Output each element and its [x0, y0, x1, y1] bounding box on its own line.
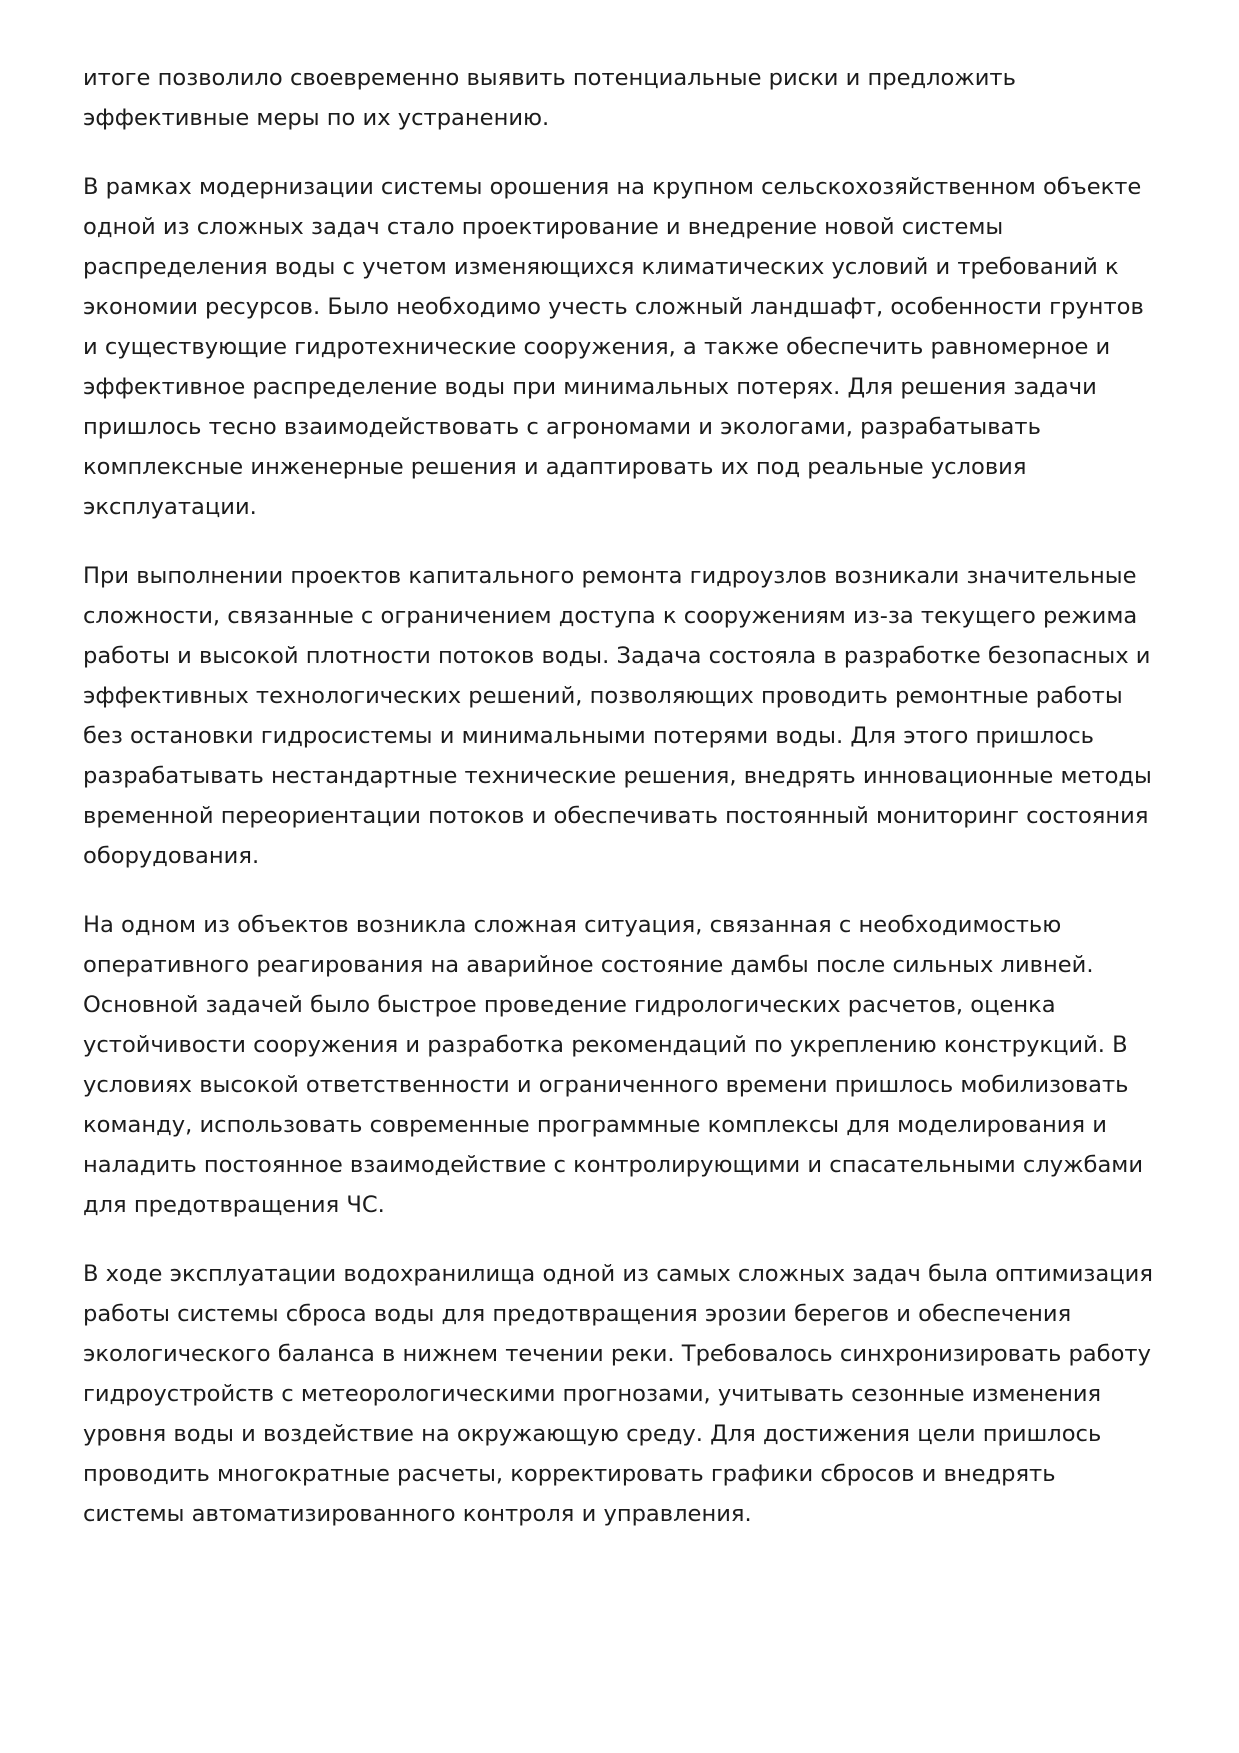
paragraph-continuation: итоге позволило своевременно выявить потенциальные риски и предложить эффективные меры по их устранению.: [83, 65, 1016, 131]
paragraph-irrigation-modernization: В рамках модернизации системы орошения на крупном сельскохозяйственном объекте одной из сложных задач стало проектирование и внедрение новой системы распределения воды с учетом изменяющихся климатических условий и требований к экономии ресурсов. Было необходимо учесть сложный ландшафт, особенности грунтов и существующие гидротехнические сооружения, а также обеспечить равномерное и эффективное распределение воды при минимальных потерях. Для решения задачи пришлось тесно взаимодействовать с агрономами и экологами, разрабатывать комплексные инженерные решения и адаптировать их под реальные условия эксплуатации.: [83, 174, 1144, 520]
paragraph-hydro-repair: При выполнении проектов капитального ремонта гидроузлов возникали значительные сложности, связанные с ограничением доступа к сооружениям из-за текущего режима работы и высокой плотности потоков воды. Задача состояла в разработке безопасных и эффективных технологических решений, позволяющих проводить ремонтные работы без остановки гидросистемы и минимальными потерями воды. Для этого пришлось разрабатывать нестандартные технические решения, внедрять инновационные методы временной переориентации потоков и обеспечивать постоянный мониторинг состояния оборудования.: [83, 563, 1152, 869]
paragraph-dam-emergency: На одном из объектов возникла сложная ситуация, связанная с необходимостью оперативного реагирования на аварийное состояние дамбы после сильных ливней. Основной задачей было быстрое проведение гидрологических расчетов, оценка устойчивости сооружения и разработка рекомендаций по укреплению конструкций. В условиях высокой ответственности и ограниченного времени пришлось мобилизовать команду, использовать современные программные комплексы для моделирования и наладить постоянное взаимодействие с контролирующими и спасательными службами для предотвращения ЧС.: [83, 912, 1144, 1218]
paragraph-reservoir-operation: В ходе эксплуатации водохранилища одной из самых сложных задач была оптимизация работы системы сброса воды для предотвращения эрозии берегов и обеспечения экологического баланса в нижнем течении реки. Требовалось синхронизировать работу гидроустройств с метеорологическими прогнозами, учитывать сезонные изменения уровня воды и воздействие на окружающую среду. Для достижения цели пришлось проводить многократные расчеты, корректировать графики сбросов и внедрять системы автоматизированного контроля и управления.: [83, 1261, 1153, 1527]
document-page: [83, 58, 1163, 1563]
